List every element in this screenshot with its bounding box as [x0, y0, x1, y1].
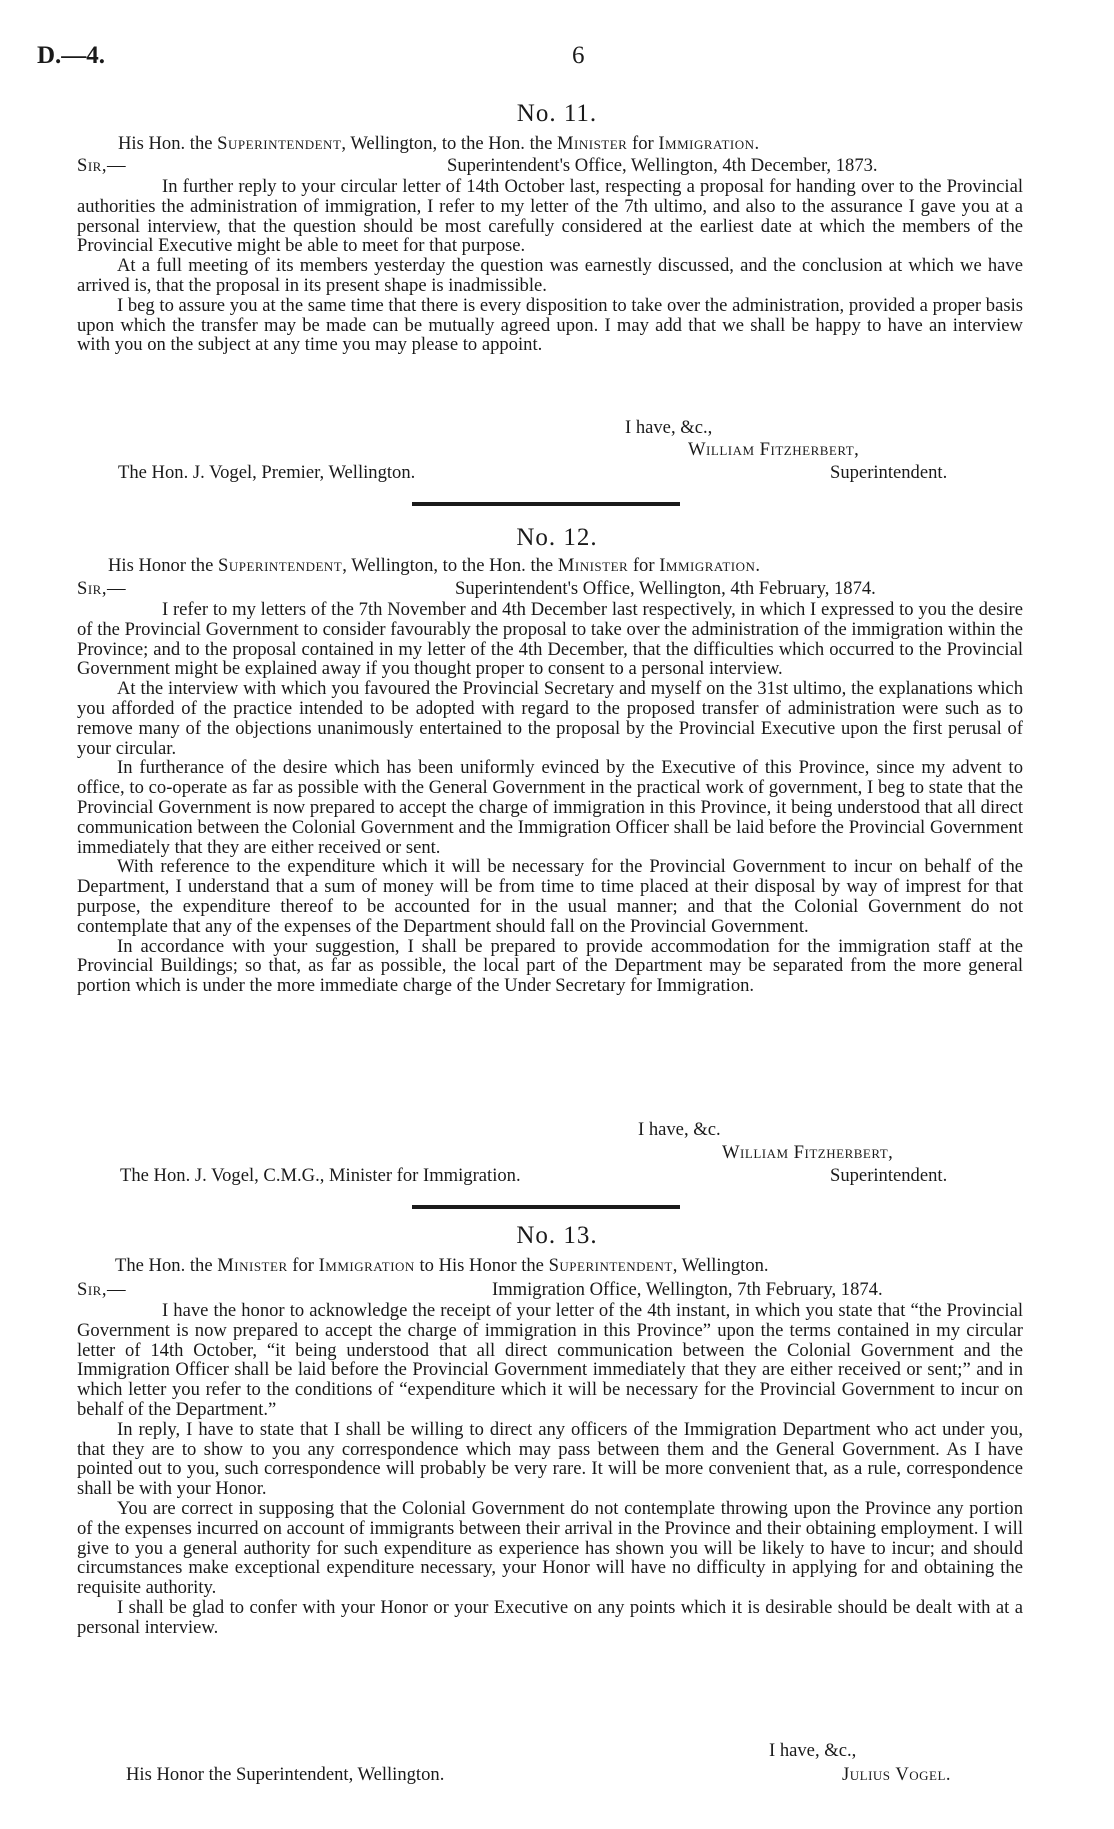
salutation: Sir,— — [77, 578, 127, 599]
letter-number: No. 11. — [516, 100, 598, 127]
salutation: Sir,— — [77, 155, 127, 176]
letter-body — [77, 1301, 1023, 1638]
letter-body — [77, 600, 1023, 996]
signature: Julius Vogel. — [842, 1764, 952, 1785]
signatory-title: Superintendent. — [830, 462, 948, 483]
signatory-title: Superintendent. — [830, 1165, 948, 1186]
dateline: Superintendent's Office, Wellington, 4th February, 1874. — [455, 578, 876, 599]
letter-heading: His Hon. the Superintendent, Wellington, to the Hon. the Minister for Immigration. — [118, 133, 760, 154]
paragraph: You are correct in supposing that the Colonial Government do not contemplate throwing upon the Province any portion of the expenses incurred on account of immigrants between their arrival in the Province and their obtaining employment. I will give to you a general authority for such expenditure as experience has shown you will be likely to have to incur; and should circumstances make exceptional expenditure necessary, your Honor will have no difficulty in applying for and obtaining the requisite authority. — [77, 1497, 1023, 1599]
addressee: His Honor the Superintendent, Wellington. — [126, 1764, 445, 1785]
paragraph: I beg to assure you at the same time that there is every disposition to take over the administration, provided a proper basis upon which the transfer may be made can be mutually agreed upon. I may add that we shall be happy to have an interview with you on the subject at any time you may please to appoint. — [77, 294, 1023, 356]
letter-heading: The Hon. the Minister for Immigration to His Honor the Superintendent, Wellington. — [115, 1255, 769, 1276]
addressee: The Hon. J. Vogel, Premier, Wellington. — [118, 462, 416, 483]
paragraph: At a full meeting of its members yesterday the question was earnestly discussed, and the conclusion at which we have arrived is, that the proposal in its present shape is inadmissible. — [77, 255, 1023, 296]
dateline: Superintendent's Office, Wellington, 4th December, 1873. — [447, 155, 878, 176]
paragraph: In accordance with your suggestion, I shall be prepared to provide accommodation for the immigration staff at the Provincial Buildings; so that, as far as possible, the local part of the Department may be separated from the more general portion which is under the more immediate charge of the Under Secretary for Immigration. — [77, 935, 1023, 997]
addressee: The Hon. J. Vogel, C.M.G., Minister for Immigration. — [120, 1165, 521, 1186]
paragraph: With reference to the expenditure which it will be necessary for the Provincial Government to incur on behalf of the Department, I understand that a sum of money will be from time to time placed at their disposal by way of imprest for that purpose, the expenditure thereof to be accounted for in the usual manner; and that the Colonial Government do not contemplate that any of the expenses of the Department should fall on the Provincial Government. — [77, 856, 1023, 937]
letter-body — [77, 177, 1023, 355]
paragraph: In furtherance of the desire which has been uniformly evinced by the Executive of this Province, since my advent to office, to co-operate as far as possible with the General Government in the practical work of government, I beg to state that the Provincial Government is now prepared to accept the charge of immigration in this Province, it being understood that all direct communication between the Colonial Government and the Immigration Officer shall be laid before the Provincial Government immediately that they are either received or sent. — [77, 757, 1023, 858]
dateline: Immigration Office, Wellington, 7th February, 1874. — [492, 1279, 883, 1300]
section-code: D.—4. — [37, 42, 106, 69]
divider-rule — [412, 502, 680, 506]
paragraph: In further reply to your circular letter of 14th October last, respecting a proposal for handing over to the Provincial authorities the administration of immigration, I refer to my letter of the 7th ultimo, and also to the assurance I gave you at a personal interview, that the question should be most carefully considered at the earliest date at which the members of the Provincial Executive might be able to meet for that purpose. — [77, 176, 1023, 257]
paragraph: At the interview with which you favoured the Provincial Secretary and myself on the 31st ultimo, the explanations which you afforded of the practice intended to be adopted with regard to the proposed transfer of administration were such as to remove many of the objections unanimously entertained to the proposal by the Provincial Executive upon the first perusal of your circular. — [77, 678, 1023, 759]
closing: I have, &c. — [638, 1119, 721, 1140]
signature: William Fitzherbert, — [688, 439, 860, 460]
divider-rule — [412, 1205, 680, 1209]
signature: William Fitzherbert, — [722, 1142, 894, 1163]
paragraph: I shall be glad to confer with your Honor or your Executive on any points which it is desirable should be dealt with at a personal interview. — [77, 1596, 1023, 1638]
letter-number: No. 12. — [516, 524, 598, 551]
paragraph: I refer to my letters of the 7th November and 4th December last respectively, in which I expressed to you the desire of the Provincial Government to consider favourably the proposal to take over the administration of the immigration within the Province; and to the proposal contained in my letter of the 4th December, that the difficulties which occurred to the Provincial Government might be explained away if you thought proper to consent to a personal interview. — [77, 599, 1023, 680]
page-number: 6 — [572, 42, 585, 69]
closing: I have, &c., — [625, 417, 713, 438]
salutation: Sir,— — [77, 1279, 127, 1300]
paragraph: I have the honor to acknowledge the receipt of your letter of the 4th instant, in which you state that “the Provincial Government is now prepared to accept the charge of immigration in this Province” upon the terms contained in my circular letter of 14th October, “it being understood that all direct communication between the Colonial Government and the Immigration Officer shall be laid before the Provincial Government immediately that they are either received or sent;” and in which letter you refer to the conditions of “expenditure which it will be necessary for the Provincial Government to incur on behalf of the Department.” — [77, 1300, 1023, 1420]
closing: I have, &c., — [769, 1740, 857, 1761]
letter-heading: His Honor the Superintendent, Wellington, to the Hon. the Minister for Immigration. — [108, 555, 761, 576]
letter-number: No. 13. — [516, 1222, 598, 1249]
paragraph: In reply, I have to state that I shall be willing to direct any officers of the Immigration Department who act under you, that they are to show to you any correspondence which may pass between them and the General Government. As I have pointed out to you, such correspondence will probably be very rare. It will be more convenient that, as a rule, correspondence shall be with your Honor. — [77, 1418, 1023, 1500]
